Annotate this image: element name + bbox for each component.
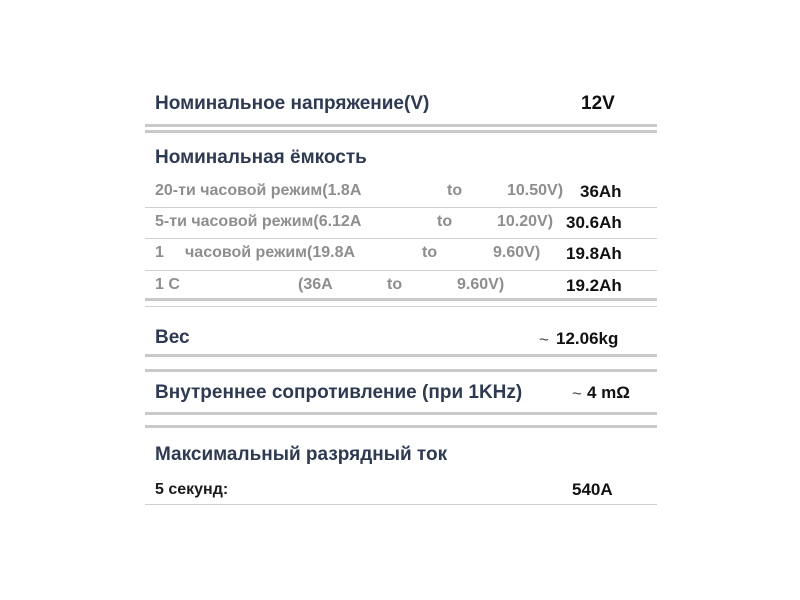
divider (145, 298, 657, 301)
divider (145, 238, 657, 239)
discharge-row-label: 5 секунд: (155, 481, 229, 498)
capacity-row-value: 36Ah (580, 182, 622, 201)
capacity-row-to: to (437, 213, 453, 230)
capacity-row-end-voltage: 10.20V) (497, 213, 554, 230)
capacity-row-end-voltage: 9.60V) (457, 276, 505, 293)
divider (145, 124, 657, 127)
capacity-label: Номинальная ёмкость (155, 147, 367, 168)
discharge-row-value: 540A (572, 480, 613, 499)
divider (145, 130, 657, 133)
capacity-row-mode: 20-ти часовой режим(1.8A (155, 182, 362, 199)
divider (145, 504, 657, 505)
resistance-value: 4 mΩ (587, 383, 630, 402)
divider (145, 354, 657, 357)
approx-sign: ~ (572, 384, 582, 403)
capacity-row-to: to (387, 276, 403, 293)
divider (145, 412, 657, 415)
voltage-value: 12V (581, 93, 615, 114)
divider (145, 270, 657, 271)
capacity-row-number: 1 C (155, 276, 180, 293)
voltage-label: Номинальное напряжение(V) (155, 93, 430, 114)
capacity-row-to: to (422, 244, 438, 261)
capacity-row-number: 1 (155, 244, 164, 261)
approx-sign: ~ (539, 330, 549, 349)
divider (145, 425, 657, 428)
capacity-row-value: 19.2Ah (566, 276, 622, 295)
divider (145, 306, 657, 307)
battery-spec-table (145, 0, 657, 600)
capacity-row-value: 19.8Ah (566, 244, 622, 263)
capacity-row-end-voltage: 9.60V) (493, 244, 541, 261)
weight-label: Вес (155, 327, 190, 348)
capacity-row-mode: часовой режим(19.8A (185, 244, 356, 261)
capacity-row-value: 30.6Ah (566, 213, 622, 232)
divider (145, 207, 657, 208)
weight-value: 12.06kg (556, 329, 619, 348)
capacity-row-mode: (36A (298, 276, 333, 293)
divider (145, 369, 657, 372)
resistance-label: Внутреннее сопротивление (при 1KHz) (155, 382, 523, 403)
capacity-row-end-voltage: 10.50V) (507, 182, 564, 199)
capacity-row-mode: 5-ти часовой режим(6.12A (155, 213, 362, 230)
discharge-label: Максимальный разрядный ток (155, 444, 448, 465)
capacity-row-to: to (447, 182, 463, 199)
